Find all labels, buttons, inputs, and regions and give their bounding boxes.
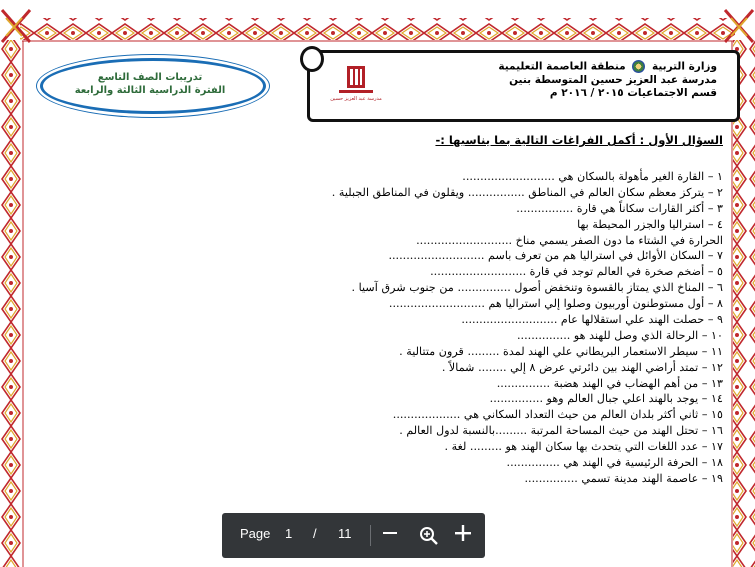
current-page-input[interactable]: 1 [285, 526, 293, 541]
badge-line-1: تدريبات الصف التاسع [97, 72, 203, 83]
plus-icon [454, 521, 472, 545]
list-item: ١٠ – الرحالة الذي وصل للهند هو ............... [517, 328, 723, 342]
list-item: ١٣ – من أهم الهضاب في الهند هضبة ............... [496, 376, 723, 390]
list-item: ١٢ – تمتد أراضي الهند بين دائرتي عرض ٨ إلي ........ شمالاً . [441, 360, 723, 374]
zone-label: منطقة العاصمة التعليمية [498, 60, 626, 73]
ministry-label: وزارة التربية [651, 60, 717, 73]
list-item: ١٩ – عاصمة الهند مدينة تسمي ............... [524, 471, 723, 485]
zoom-out-button[interactable] [382, 521, 398, 551]
list-item: ٣ – أكثر القارات سكاناً هي قارة ................ [516, 201, 723, 215]
question-list [83, 169, 723, 487]
list-item: ١٤ – يوجد بالهند اعلي جبال العالم وهو ............... [489, 392, 723, 406]
list-item: ١٨ – الحرفة الرئيسية في الهند هي ............... [506, 456, 723, 470]
magnifier-icon [418, 525, 440, 547]
department-year: قسم الاجتماعيات ٢٠١٥ / ٢٠١٦ م [549, 86, 717, 99]
zoom-fit-button[interactable] [418, 525, 440, 547]
list-item: ٩ – حصلت الهند علي استقلالها عام ........................... [461, 313, 723, 327]
list-item: ٢ – يتركز معظم سكان العالم في المناطق ................ ويقلون في المناطق الجبلية . [331, 185, 723, 199]
list-item: ١٦ – تحتل الهند من حيث المساحة المرتبة .........بالنسبة لدول العالم . [399, 424, 723, 438]
minus-icon [382, 521, 398, 545]
list-item: ٥ – أضخم صخرة في العالم توجد في قارة ........................... [430, 265, 723, 279]
list-item: ٤ – استراليا والجزر المحيطة بها [577, 217, 723, 231]
kuwait-emblem-icon [632, 60, 645, 73]
list-item: الحرارة في الشتاء ما دون الصفر يسمي مناخ ........................... [416, 233, 723, 247]
school-logo [330, 60, 382, 106]
badge-line-2: الفترة الدراسية الثالثة والرابعة [74, 85, 226, 96]
list-item: ١١ – سيطر الاستعمار البريطاني علي الهند لمدة ......... قرون متتالية . [399, 344, 723, 358]
question-title: السؤال الأول : أكمل الفراغات التالية بما يناسبها :- [435, 133, 723, 147]
list-item: ١٧ – عدد اللغات التي يتحدث بها سكان الهند هو ......... لغة . [444, 440, 723, 454]
school-name: مدرسة عبد العزيز حسين المتوسطة بنين [509, 73, 717, 86]
list-item: ١ – القارة الغير مأهولة بالسكان هي .......................... [462, 170, 723, 183]
list-item: ٦ – المناخ الذي يمتاز بالقسوة وتنخفض أصول ............... من جنوب شرق آسيا . [351, 281, 723, 295]
page-separator: / [313, 526, 317, 541]
list-item: ٧ – السكان الأوائل في استراليا هم من تعرف باسم ........................... [388, 249, 723, 263]
pdf-page-toolbar [222, 513, 485, 558]
scroll-curl-decoration [300, 46, 324, 72]
total-pages: 11 [338, 526, 352, 541]
zoom-in-button[interactable] [454, 521, 472, 550]
list-item: ١٥ – ثاني أكثر بلدان العالم من حيث التعداد السكاني هي ................... [392, 408, 723, 422]
logo-caption: مدرسة عبد العزيز حسين [330, 96, 382, 102]
list-item: ٨ – أول مستوطنون أوربيون وصلوا إلي استراليا هم ........................... [388, 297, 723, 311]
school-header-text [498, 60, 717, 100]
badge-text [60, 71, 240, 97]
page-label: Page [240, 526, 271, 541]
toolbar-divider [370, 525, 371, 546]
